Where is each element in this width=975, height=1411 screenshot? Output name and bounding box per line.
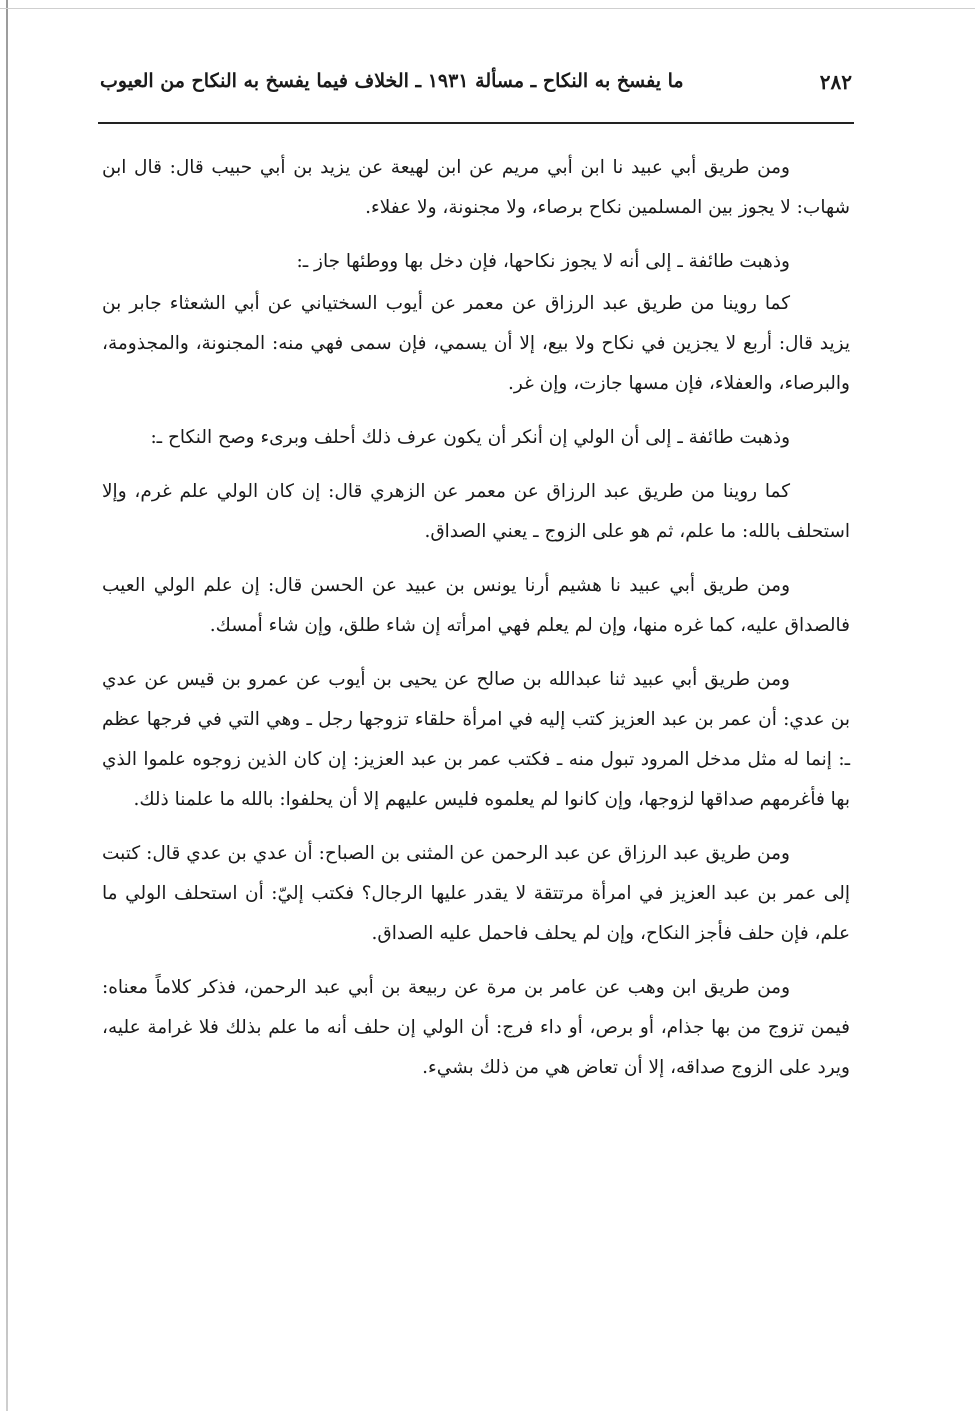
paragraph: ومن طريق أبي عبيد نا هشيم أرنا يونس بن عبيد عن الحسن قال: إن علم الولي العيب فالصداق عليه، كما غره منها، وإن لم يعلم فهي امرأته إن شاء طلق، وإن شاء أمسك. (102, 575, 850, 636)
paragraph: ومن طريق عبد الرزاق عن عبد الرحمن عن المثنى بن الصباح: أن عدي بن عدي قال: كتبت إلى عمر بن عبد العزيز في امرأة مرتتقة لا يقدر عليها الرجال؟ فكتب إليّ: أن استحلف الولي ما علم، فإن حلف فأجز النكاح، وإن لم يحلف فاحمل عليه الصداق. (102, 843, 850, 944)
paragraph: وذهبت طائفة ـ إلى أنه لا يجوز نكاحها، فإن دخل بها ووطئها جاز ـ: (296, 251, 790, 272)
running-title: ما يفسخ به النكاح ـ مسألة ١٩٣١ ـ الخلاف فيما يفسخ به النكاح من العيوب (100, 70, 684, 92)
paragraph: ومن طريق ابن وهب عن عامر بن مرة عن ربيعة بن أبي عبد الرحمن، فذكر كلاماً معناه: فيمن تزوج من بها جذام، أو برص، أو داء فرج: أن الولي إن حلف أنه ما علم بذلك فلا غرامة عليه، ويرد على الزوج صداقه، إلا أن تعاض هي من ذلك بشيء. (102, 977, 850, 1078)
page-header (100, 70, 852, 110)
scan-edge-top (0, 8, 975, 9)
scan-edge (6, 0, 8, 1411)
paragraph: كما روينا من طريق عبد الرزاق عن معمر عن أيوب السختياني عن أبي الشعثاء جابر بن يزيد قال: أربع لا يجزين في نكاح ولا بيع، إلا أن يسمي، فإن سمى فهي منه: المجنونة، والمجذومة، والبرصاء، والعفلاء، فإن مسها جازت، وإن غر. (102, 293, 850, 394)
paragraph: كما روينا من طريق عبد الرزاق عن معمر عن الزهري قال: إن كان الولي علم غرم، وإلا استحلف بالله: ما علم، ثم هو على الزوج ـ يعني الصداق. (102, 481, 850, 542)
paragraph: ومن طريق أبي عبيد نا ابن أبي مريم عن ابن لهيعة عن يزيد بن أبي حبيب قال: قال ابن شهاب: لا يجوز بين المسلمين نكاح برصاء، ولا مجنونة، ولا عفلاء. (102, 157, 850, 218)
paragraph: ومن طريق أبي عبيد ثنا عبدالله بن صالح عن يحيى بن أيوب عن عمرو بن قيس عن عدي بن عدي: أن عمر بن عبد العزيز كتب إليه في امرأة حلقاء تزوجها رجل ـ وهي التي في فرجها عظم ـ: إنما له مثل مدخل المرود تبول منه ـ فكتب عمر بن عبد العزيز: إن كان الذين زوجوه علموا الذي بها فأغرمهم صداقها لزوجها، وإن كانوا لم يعلموه فليس عليهم إلا أن يحلفوا: بالله ما علمنا ذلك. (102, 669, 850, 810)
page-number: ٢٨٢ (819, 70, 852, 94)
paragraph: وذهبت طائفة ـ إلى أن الولي إن أنكر أن يكون عرف ذلك أحلف وبرىء وصح النكاح ـ: (150, 427, 790, 448)
page-body (102, 148, 850, 1088)
header-rule (98, 122, 854, 124)
